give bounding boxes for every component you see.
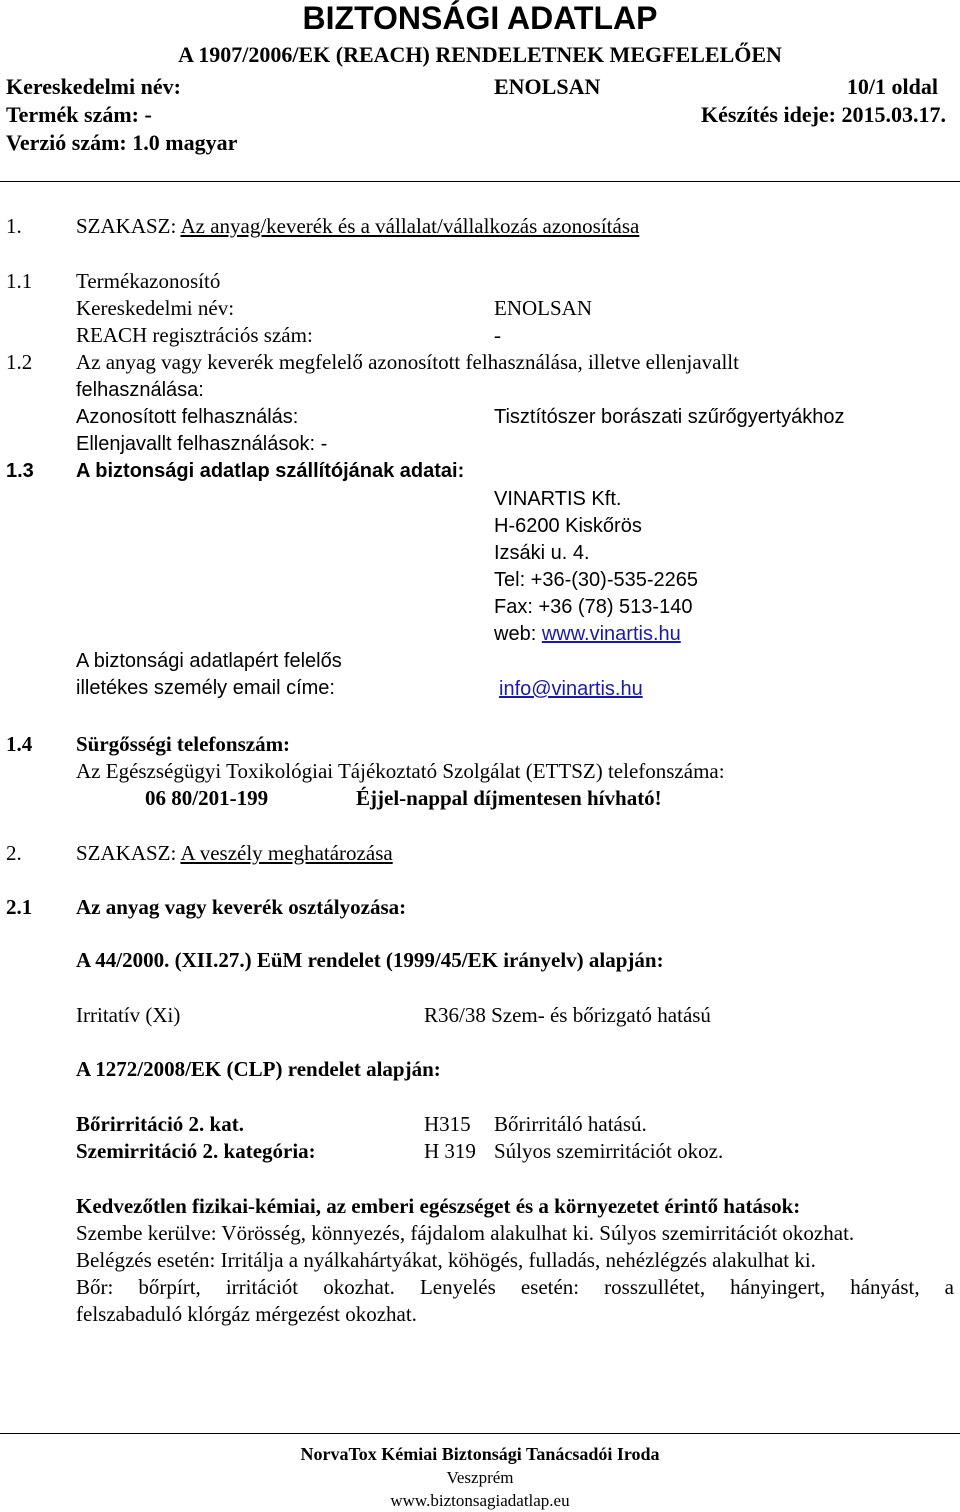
- skin-irritation-class: Bőrirritáció 2. kat.: [76, 1112, 244, 1136]
- emergency-phone-note: Éjjel-nappal díjmentesen hívható!: [356, 786, 662, 810]
- effects-skin-ingestion: Bőr: bőrpírt, irritációt okozhat. Lenyelés esetén: rosszullétet, hányingert, hányást, a: [76, 1275, 954, 1299]
- identified-use-label: Azonosított felhasználás:: [76, 406, 299, 428]
- supplier-city: H-6200 Kiskőrös: [494, 515, 642, 537]
- contraindicated-uses: Ellenjavallt felhasználások: -: [76, 433, 328, 455]
- reach-number-value: -: [494, 323, 501, 347]
- irritant-classification: Irritatív (Xi): [76, 1003, 181, 1027]
- emergency-phone: 06 80/201-199: [145, 786, 269, 810]
- section-1-prefix: SZAKASZ:: [76, 214, 177, 238]
- header-creation-date: Készítés ideje: 2015.03.17.: [701, 102, 946, 127]
- header-version: Verzió szám: 1.0 magyar: [6, 130, 238, 155]
- eum-regulation-title: A 44/2000. (XII.27.) EüM rendelet (1999/45/EK irányelv) alapján:: [76, 948, 664, 972]
- supplier-web: [494, 624, 681, 644]
- section-1-2-number: 1.2: [6, 350, 33, 374]
- supplier-fax: Fax: +36 (78) 513-140: [494, 596, 693, 618]
- section-2-number: 2.: [6, 841, 22, 865]
- header-product-number: Termék szám: -: [6, 102, 152, 127]
- header-trade-name-value: ENOLSAN: [494, 74, 601, 99]
- effects-chlorine-gas: felszabaduló klórgáz mérgezést okozhat.: [76, 1302, 417, 1326]
- section-1-1-title: Termékazonosító: [76, 269, 221, 293]
- clp-regulation-title: A 1272/2008/EK (CLP) rendelet alapján:: [76, 1057, 441, 1081]
- eye-hazard-code: H 319: [424, 1139, 476, 1163]
- supplier-company: VINARTIS Kft.: [494, 488, 622, 510]
- trade-name-value: ENOLSAN: [494, 296, 592, 320]
- footer-organization: NorvaTox Kémiai Biztonsági Tanácsadói Iroda: [300, 1444, 660, 1464]
- section-1-number: 1.: [6, 214, 22, 238]
- ettsz-text: Az Egészségügyi Toxikológiai Tájékoztató Szolgálat (ETTSZ) telefonszáma:: [76, 759, 725, 783]
- section-1-heading: [76, 216, 639, 237]
- section-2-1-number: 2.1: [6, 895, 33, 919]
- section-2-heading: [76, 843, 393, 864]
- section-1-3-number: 1.3: [6, 460, 34, 482]
- supplier-street: Izsáki u. 4.: [494, 542, 590, 564]
- section-1-3-title: A biztonsági adatlap szállítójának adatai:: [76, 460, 465, 482]
- section-2-1-title: Az anyag vagy keverék osztályozása:: [76, 895, 407, 919]
- effects-inhalation: Belégzés esetén: Irritálja a nyálkahártyákat, köhögés, fulladás, nehézlégzés alakulhat ki.: [76, 1248, 816, 1272]
- header-page-number: 10/1 oldal: [846, 74, 938, 99]
- irritant-risk-phrase: R36/38 Szem- és bőrizgató hatású: [424, 1003, 711, 1027]
- supplier-email-link[interactable]: info@vinartis.hu: [499, 678, 643, 700]
- document-subtitle: A 1907/2006/EK (REACH) RENDELETNEK MEGFELELŐEN: [178, 42, 782, 67]
- section-1-4-number: 1.4: [6, 732, 33, 756]
- supplier-web-label: web:: [494, 623, 537, 645]
- header-trade-name-label: Kereskedelmi név:: [6, 74, 181, 99]
- section-1-2-title-line2: felhasználása:: [76, 379, 204, 401]
- footer-divider: [0, 1433, 960, 1434]
- footer-city: Veszprém: [446, 1468, 514, 1487]
- supplier-web-link[interactable]: www.vinartis.hu: [541, 623, 681, 645]
- effects-title: Kedvezőtlen fizikai-kémiai, az emberi egészséget és a környezetet érintő hatások:: [76, 1194, 801, 1218]
- effects-eye-contact: Szembe kerülve: Vörösség, könnyezés, fájdalom alakulhat ki. Súlyos szemirritációt okozhat.: [76, 1221, 855, 1245]
- section-1-4-title: Sürgősségi telefonszám:: [76, 732, 291, 756]
- eye-hazard-statement: Súlyos szemirritációt okoz.: [494, 1139, 724, 1163]
- footer-website: www.biztonsagiadatlap.eu: [390, 1491, 570, 1510]
- identified-use-value: Tisztítószer borászati szűrőgyertyákhoz: [494, 406, 845, 428]
- responsible-person-label-line2: illetékes személy email címe:: [76, 677, 335, 699]
- section-1-1-number: 1.1: [6, 269, 33, 293]
- trade-name-label: Kereskedelmi név:: [76, 296, 235, 320]
- header-divider: [0, 181, 960, 182]
- document-title: BIZTONSÁGI ADATLAP: [302, 0, 658, 36]
- eye-irritation-class: Szemirritáció 2. kategória:: [76, 1139, 316, 1163]
- supplier-phone: Tel: +36-(30)-535-2265: [494, 569, 699, 591]
- skin-hazard-statement: Bőrirritáló hatású.: [494, 1112, 647, 1136]
- reach-number-label: REACH regisztrációs szám:: [76, 323, 313, 347]
- section-2-prefix: SZAKASZ:: [76, 841, 177, 865]
- section-2-title: A veszély meghatározása: [180, 841, 393, 865]
- section-1-title: Az anyag/keverék és a vállalat/vállalkozás azonosítása: [180, 214, 640, 238]
- section-1-2-title-line1: Az anyag vagy keverék megfelelő azonosított felhasználása, illetve ellenjavallt: [76, 350, 739, 374]
- skin-hazard-code: H315: [424, 1112, 471, 1136]
- responsible-person-label-line1: A biztonsági adatlapért felelős: [76, 650, 342, 672]
